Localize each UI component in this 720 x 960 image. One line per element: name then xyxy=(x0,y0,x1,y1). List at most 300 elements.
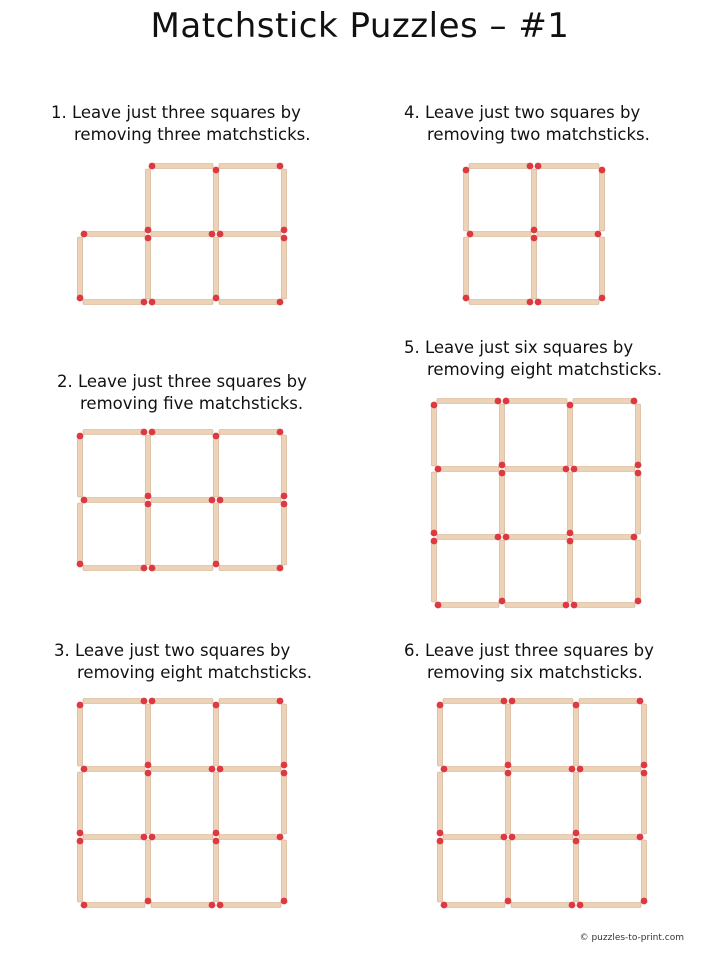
matchstick-body xyxy=(642,704,647,766)
matchstick xyxy=(81,231,145,238)
matchstick xyxy=(151,766,215,773)
matchstick-body xyxy=(511,903,573,908)
matchstick-head xyxy=(213,167,220,174)
matchstick-body xyxy=(146,840,151,902)
matchstick xyxy=(281,840,288,904)
matchstick-body xyxy=(579,903,641,908)
matchstick-body xyxy=(146,169,151,231)
matchstick-body xyxy=(83,835,145,840)
matchstick xyxy=(77,702,84,766)
matchstick-head xyxy=(535,163,542,170)
matchstick-head xyxy=(501,698,508,705)
matchstick-head xyxy=(149,565,156,572)
matchstick-body xyxy=(532,169,537,231)
matchstick xyxy=(505,466,569,473)
matchstick-body xyxy=(469,164,531,169)
matchstick-head xyxy=(149,163,156,170)
matchstick-body xyxy=(214,435,219,497)
matchstick-head xyxy=(563,602,570,609)
matchstick-head xyxy=(499,470,506,477)
matchstick-body xyxy=(83,498,145,503)
matchstick-body xyxy=(579,835,641,840)
matchstick-head xyxy=(573,838,580,845)
matchstick-head xyxy=(281,493,288,500)
puzzle-1-line-1: 1. Leave just three squares by xyxy=(51,103,301,122)
matchstick-body xyxy=(500,472,505,534)
page-title: Matchstick Puzzles – #1 xyxy=(150,6,570,46)
matchstick-body xyxy=(214,840,219,902)
matchstick xyxy=(281,169,288,233)
matchstick-body xyxy=(574,840,579,902)
puzzle-3-matchstick-grid xyxy=(70,695,300,915)
puzzle-5-matchstick-grid xyxy=(424,395,654,615)
matchstick-body xyxy=(151,232,213,237)
puzzle-3-line-1: 3. Leave just two squares by xyxy=(54,641,291,660)
matchstick xyxy=(213,838,220,902)
matchstick xyxy=(437,772,444,836)
matchstick-body xyxy=(78,772,83,834)
matchstick xyxy=(435,466,499,473)
matchstick-body xyxy=(636,472,641,534)
matchstick-body xyxy=(505,535,567,540)
matchstick xyxy=(213,433,220,497)
matchstick xyxy=(537,231,601,238)
puzzle-6-matchstick-grid xyxy=(430,695,660,915)
matchstick xyxy=(469,299,533,306)
matchstick-head xyxy=(145,898,152,905)
matchstick xyxy=(217,902,281,909)
matchstick-body xyxy=(219,300,281,305)
matchstick-head xyxy=(599,167,606,174)
matchstick xyxy=(149,299,213,306)
matchstick xyxy=(443,834,507,841)
matchstick-head xyxy=(531,227,538,234)
matchstick xyxy=(511,766,575,773)
matchstick-head xyxy=(141,565,148,572)
matchstick-head xyxy=(527,163,534,170)
matchstick-body xyxy=(214,169,219,231)
matchstick xyxy=(83,565,147,572)
matchstick-head xyxy=(149,429,156,436)
copyright-credit: © puzzles-to-print.com xyxy=(579,933,684,943)
matchstick-head xyxy=(77,561,84,568)
matchstick xyxy=(463,237,470,301)
matchstick xyxy=(81,766,145,773)
matchstick-head xyxy=(281,501,288,508)
matchstick-head xyxy=(527,299,534,306)
matchstick-head xyxy=(145,227,152,234)
matchstick xyxy=(281,501,288,565)
matchstick-body xyxy=(282,840,287,902)
matchstick-body xyxy=(219,903,281,908)
matchstick-head xyxy=(277,565,284,572)
matchstick-body xyxy=(438,704,443,766)
matchstick xyxy=(149,163,213,170)
matchstick-body xyxy=(78,237,83,299)
matchstick-body xyxy=(78,503,83,565)
matchstick-head xyxy=(209,231,216,238)
matchstick-body xyxy=(505,467,567,472)
matchstick-body xyxy=(437,535,499,540)
matchstick xyxy=(149,834,213,841)
matchstick-head xyxy=(81,497,88,504)
matchstick-body xyxy=(469,300,531,305)
matchstick-head xyxy=(277,834,284,841)
matchstick-head xyxy=(531,235,538,242)
matchstick-head xyxy=(77,830,84,837)
matchstick-head xyxy=(631,534,638,541)
matchstick-body xyxy=(151,903,213,908)
matchstick-body xyxy=(432,404,437,466)
matchstick-head xyxy=(635,470,642,477)
matchstick-body xyxy=(636,540,641,602)
matchstick xyxy=(281,770,288,834)
matchstick xyxy=(499,470,506,534)
matchstick-body xyxy=(642,840,647,902)
matchstick xyxy=(531,169,538,233)
puzzle-1-instruction xyxy=(51,102,361,146)
puzzle-2-line-1: 2. Leave just three squares by xyxy=(57,372,307,391)
matchstick-body xyxy=(146,503,151,565)
matchstick-head xyxy=(635,462,642,469)
puzzle-5-line-2: removing eight matchsticks. xyxy=(427,360,662,379)
matchstick-body xyxy=(574,772,579,834)
matchstick xyxy=(145,435,152,499)
matchstick-head xyxy=(441,766,448,773)
matchstick-head xyxy=(635,598,642,605)
matchstick-head xyxy=(145,762,152,769)
matchstick xyxy=(579,834,643,841)
matchstick-head xyxy=(501,834,508,841)
matchstick-body xyxy=(151,498,213,503)
matchstick xyxy=(441,766,505,773)
matchstick xyxy=(83,698,147,705)
matchstick-body xyxy=(511,767,573,772)
matchstick xyxy=(573,702,580,766)
matchstick-body xyxy=(511,835,573,840)
matchstick xyxy=(77,772,84,836)
matchstick xyxy=(599,167,606,231)
matchstick-body xyxy=(219,498,281,503)
matchstick-head xyxy=(563,466,570,473)
matchstick-head xyxy=(77,295,84,302)
matchstick-head xyxy=(277,163,284,170)
matchstick-head xyxy=(209,902,216,909)
matchstick-head xyxy=(571,602,578,609)
matchstick-body xyxy=(464,237,469,299)
matchstick-head xyxy=(631,398,638,405)
matchstick-body xyxy=(83,903,145,908)
matchstick-head xyxy=(431,402,438,409)
matchstick-body xyxy=(146,237,151,299)
matchstick xyxy=(83,834,147,841)
matchstick-body xyxy=(282,237,287,299)
matchstick-head xyxy=(141,299,148,306)
matchstick-head xyxy=(577,766,584,773)
matchstick-body xyxy=(219,767,281,772)
matchstick-head xyxy=(277,299,284,306)
matchstick-body xyxy=(146,435,151,497)
matchstick-head xyxy=(281,227,288,234)
matchstick-head xyxy=(571,466,578,473)
puzzle-3-line-2: removing eight matchsticks. xyxy=(77,663,312,682)
matchstick xyxy=(505,770,512,834)
matchstick xyxy=(83,299,147,306)
matchstick-body xyxy=(438,840,443,902)
matchstick xyxy=(571,602,635,609)
matchstick-body xyxy=(437,467,499,472)
matchstick-head xyxy=(141,429,148,436)
matchstick xyxy=(145,169,152,233)
matchstick-head xyxy=(567,538,574,545)
matchstick xyxy=(641,770,648,834)
matchstick xyxy=(281,704,288,768)
matchstick xyxy=(577,902,641,909)
matchstick xyxy=(571,466,635,473)
matchstick-body xyxy=(78,435,83,497)
matchstick-body xyxy=(579,767,641,772)
matchstick xyxy=(505,602,569,609)
matchstick xyxy=(149,698,213,705)
matchstick xyxy=(437,398,501,405)
matchstick-body xyxy=(505,399,567,404)
matchstick-body xyxy=(78,840,83,902)
puzzle-4-line-2: removing two matchsticks. xyxy=(427,125,650,144)
matchstick xyxy=(151,231,215,238)
matchstick-body xyxy=(500,404,505,466)
matchstick-head xyxy=(641,898,648,905)
matchstick xyxy=(509,834,573,841)
matchstick xyxy=(431,472,438,536)
matchstick-body xyxy=(437,399,499,404)
matchstick-body xyxy=(600,169,605,231)
matchstick-head xyxy=(213,295,220,302)
matchstick xyxy=(281,435,288,499)
matchstick-head xyxy=(437,702,444,709)
matchstick-body xyxy=(214,772,219,834)
puzzle-5-instruction xyxy=(404,337,714,381)
matchstick-head xyxy=(503,398,510,405)
matchstick-body xyxy=(500,540,505,602)
matchstick-body xyxy=(432,472,437,534)
matchstick-head xyxy=(277,429,284,436)
matchstick-body xyxy=(83,566,145,571)
puzzle-1-line-2: removing three matchsticks. xyxy=(74,125,311,144)
matchstick-head xyxy=(567,530,574,537)
matchstick-head xyxy=(213,561,220,568)
matchstick-body xyxy=(443,699,505,704)
matchstick-head xyxy=(217,902,224,909)
matchstick xyxy=(77,503,84,567)
matchstick-body xyxy=(573,603,635,608)
matchstick-body xyxy=(83,767,145,772)
matchstick xyxy=(145,501,152,565)
matchstick-head xyxy=(599,295,606,302)
matchstick-head xyxy=(509,698,516,705)
matchstick-body xyxy=(151,566,213,571)
matchstick xyxy=(213,167,220,231)
matchstick-body xyxy=(573,399,635,404)
matchstick xyxy=(531,235,538,299)
matchstick xyxy=(83,429,147,436)
matchstick-body xyxy=(443,903,505,908)
matchstick xyxy=(213,237,220,301)
matchstick-body xyxy=(443,835,505,840)
matchstick-head xyxy=(217,497,224,504)
matchstick-body xyxy=(506,772,511,834)
matchstick-head xyxy=(637,698,644,705)
puzzle-2-line-2: removing five matchsticks. xyxy=(80,394,304,413)
matchstick-body xyxy=(469,232,531,237)
matchstick xyxy=(145,235,152,299)
matchstick-body xyxy=(506,840,511,902)
matchstick-body xyxy=(146,704,151,766)
matchstick-head xyxy=(577,902,584,909)
puzzle-4-line-1: 4. Leave just two squares by xyxy=(404,103,641,122)
matchstick-head xyxy=(81,231,88,238)
matchstick xyxy=(219,565,283,572)
matchstick-head xyxy=(141,698,148,705)
matchstick xyxy=(431,538,438,602)
matchstick-head xyxy=(281,770,288,777)
matchstick-body xyxy=(432,540,437,602)
matchstick xyxy=(463,167,470,231)
matchstick-body xyxy=(532,237,537,299)
matchstick xyxy=(213,772,220,836)
matchstick xyxy=(219,299,283,306)
matchstick xyxy=(81,497,145,504)
matchstick-head xyxy=(463,295,470,302)
matchstick-body xyxy=(151,430,213,435)
matchstick-body xyxy=(568,404,573,466)
matchstick xyxy=(503,398,567,405)
puzzle-6-line-1: 6. Leave just three squares by xyxy=(404,641,654,660)
matchstick xyxy=(441,902,505,909)
matchstick-body xyxy=(506,704,511,766)
matchstick-head xyxy=(499,598,506,605)
matchstick-body xyxy=(573,467,635,472)
matchstick-body xyxy=(438,772,443,834)
matchstick xyxy=(499,540,506,604)
matchstick-head xyxy=(467,231,474,238)
matchstick-body xyxy=(83,300,145,305)
matchstick-head xyxy=(437,830,444,837)
matchstick xyxy=(219,834,283,841)
matchstick xyxy=(511,902,575,909)
matchstick-body xyxy=(219,835,281,840)
matchstick-body xyxy=(642,772,647,834)
matchstick xyxy=(635,540,642,604)
matchstick-body xyxy=(282,772,287,834)
matchstick-body xyxy=(219,164,281,169)
puzzle-4-matchstick-grid xyxy=(456,160,616,310)
matchstick xyxy=(437,534,501,541)
matchstick xyxy=(213,702,220,766)
matchstick-head xyxy=(435,466,442,473)
puzzle-2-matchstick-grid xyxy=(70,426,300,576)
matchstick-head xyxy=(145,770,152,777)
matchstick xyxy=(635,404,642,468)
matchstick-head xyxy=(637,834,644,841)
matchstick-head xyxy=(509,834,516,841)
matchstick-head xyxy=(281,235,288,242)
matchstick-body xyxy=(443,767,505,772)
matchstick-head xyxy=(145,501,152,508)
matchstick-head xyxy=(441,902,448,909)
matchstick-head xyxy=(77,433,84,440)
matchstick-head xyxy=(149,834,156,841)
matchstick-head xyxy=(213,838,220,845)
matchstick xyxy=(145,704,152,768)
matchstick-body xyxy=(214,704,219,766)
matchstick-body xyxy=(214,503,219,565)
matchstick-head xyxy=(569,766,576,773)
matchstick xyxy=(151,902,215,909)
matchstick-body xyxy=(464,169,469,231)
matchstick-head xyxy=(499,462,506,469)
matchstick-head xyxy=(141,834,148,841)
matchstick-head xyxy=(217,231,224,238)
matchstick-body xyxy=(282,704,287,766)
matchstick-body xyxy=(146,772,151,834)
puzzle-6-instruction xyxy=(404,640,714,684)
matchstick-body xyxy=(151,767,213,772)
matchstick-head xyxy=(149,299,156,306)
matchstick-body xyxy=(219,430,281,435)
matchstick-head xyxy=(281,762,288,769)
matchstick-head xyxy=(77,702,84,709)
matchstick-body xyxy=(573,535,635,540)
matchstick xyxy=(151,497,215,504)
matchstick xyxy=(641,704,648,768)
matchstick xyxy=(431,402,438,466)
matchstick-head xyxy=(213,702,220,709)
matchstick xyxy=(505,704,512,768)
matchstick xyxy=(443,698,507,705)
matchstick-head xyxy=(431,538,438,545)
matchstick-head xyxy=(213,433,220,440)
matchstick-body xyxy=(568,472,573,534)
matchstick-body xyxy=(83,232,145,237)
matchstick-head xyxy=(495,534,502,541)
matchstick xyxy=(499,404,506,468)
matchstick-body xyxy=(282,435,287,497)
matchstick-head xyxy=(149,698,156,705)
matchstick-head xyxy=(217,766,224,773)
matchstick xyxy=(145,770,152,834)
matchstick xyxy=(81,902,145,909)
matchstick xyxy=(219,429,283,436)
matchstick xyxy=(635,470,642,534)
matchstick-body xyxy=(636,404,641,466)
matchstick-body xyxy=(511,699,573,704)
puzzle-4-instruction xyxy=(404,102,714,146)
matchstick xyxy=(503,534,567,541)
matchstick-head xyxy=(145,493,152,500)
matchstick xyxy=(77,838,84,902)
matchstick xyxy=(219,163,283,170)
matchstick-body xyxy=(574,704,579,766)
matchstick xyxy=(505,840,512,904)
matchstick xyxy=(435,602,499,609)
matchstick xyxy=(437,702,444,766)
matchstick-body xyxy=(600,237,605,299)
matchstick-body xyxy=(537,164,599,169)
matchstick xyxy=(77,433,84,497)
matchstick xyxy=(219,698,283,705)
matchstick-body xyxy=(537,300,599,305)
matchstick-body xyxy=(219,699,281,704)
